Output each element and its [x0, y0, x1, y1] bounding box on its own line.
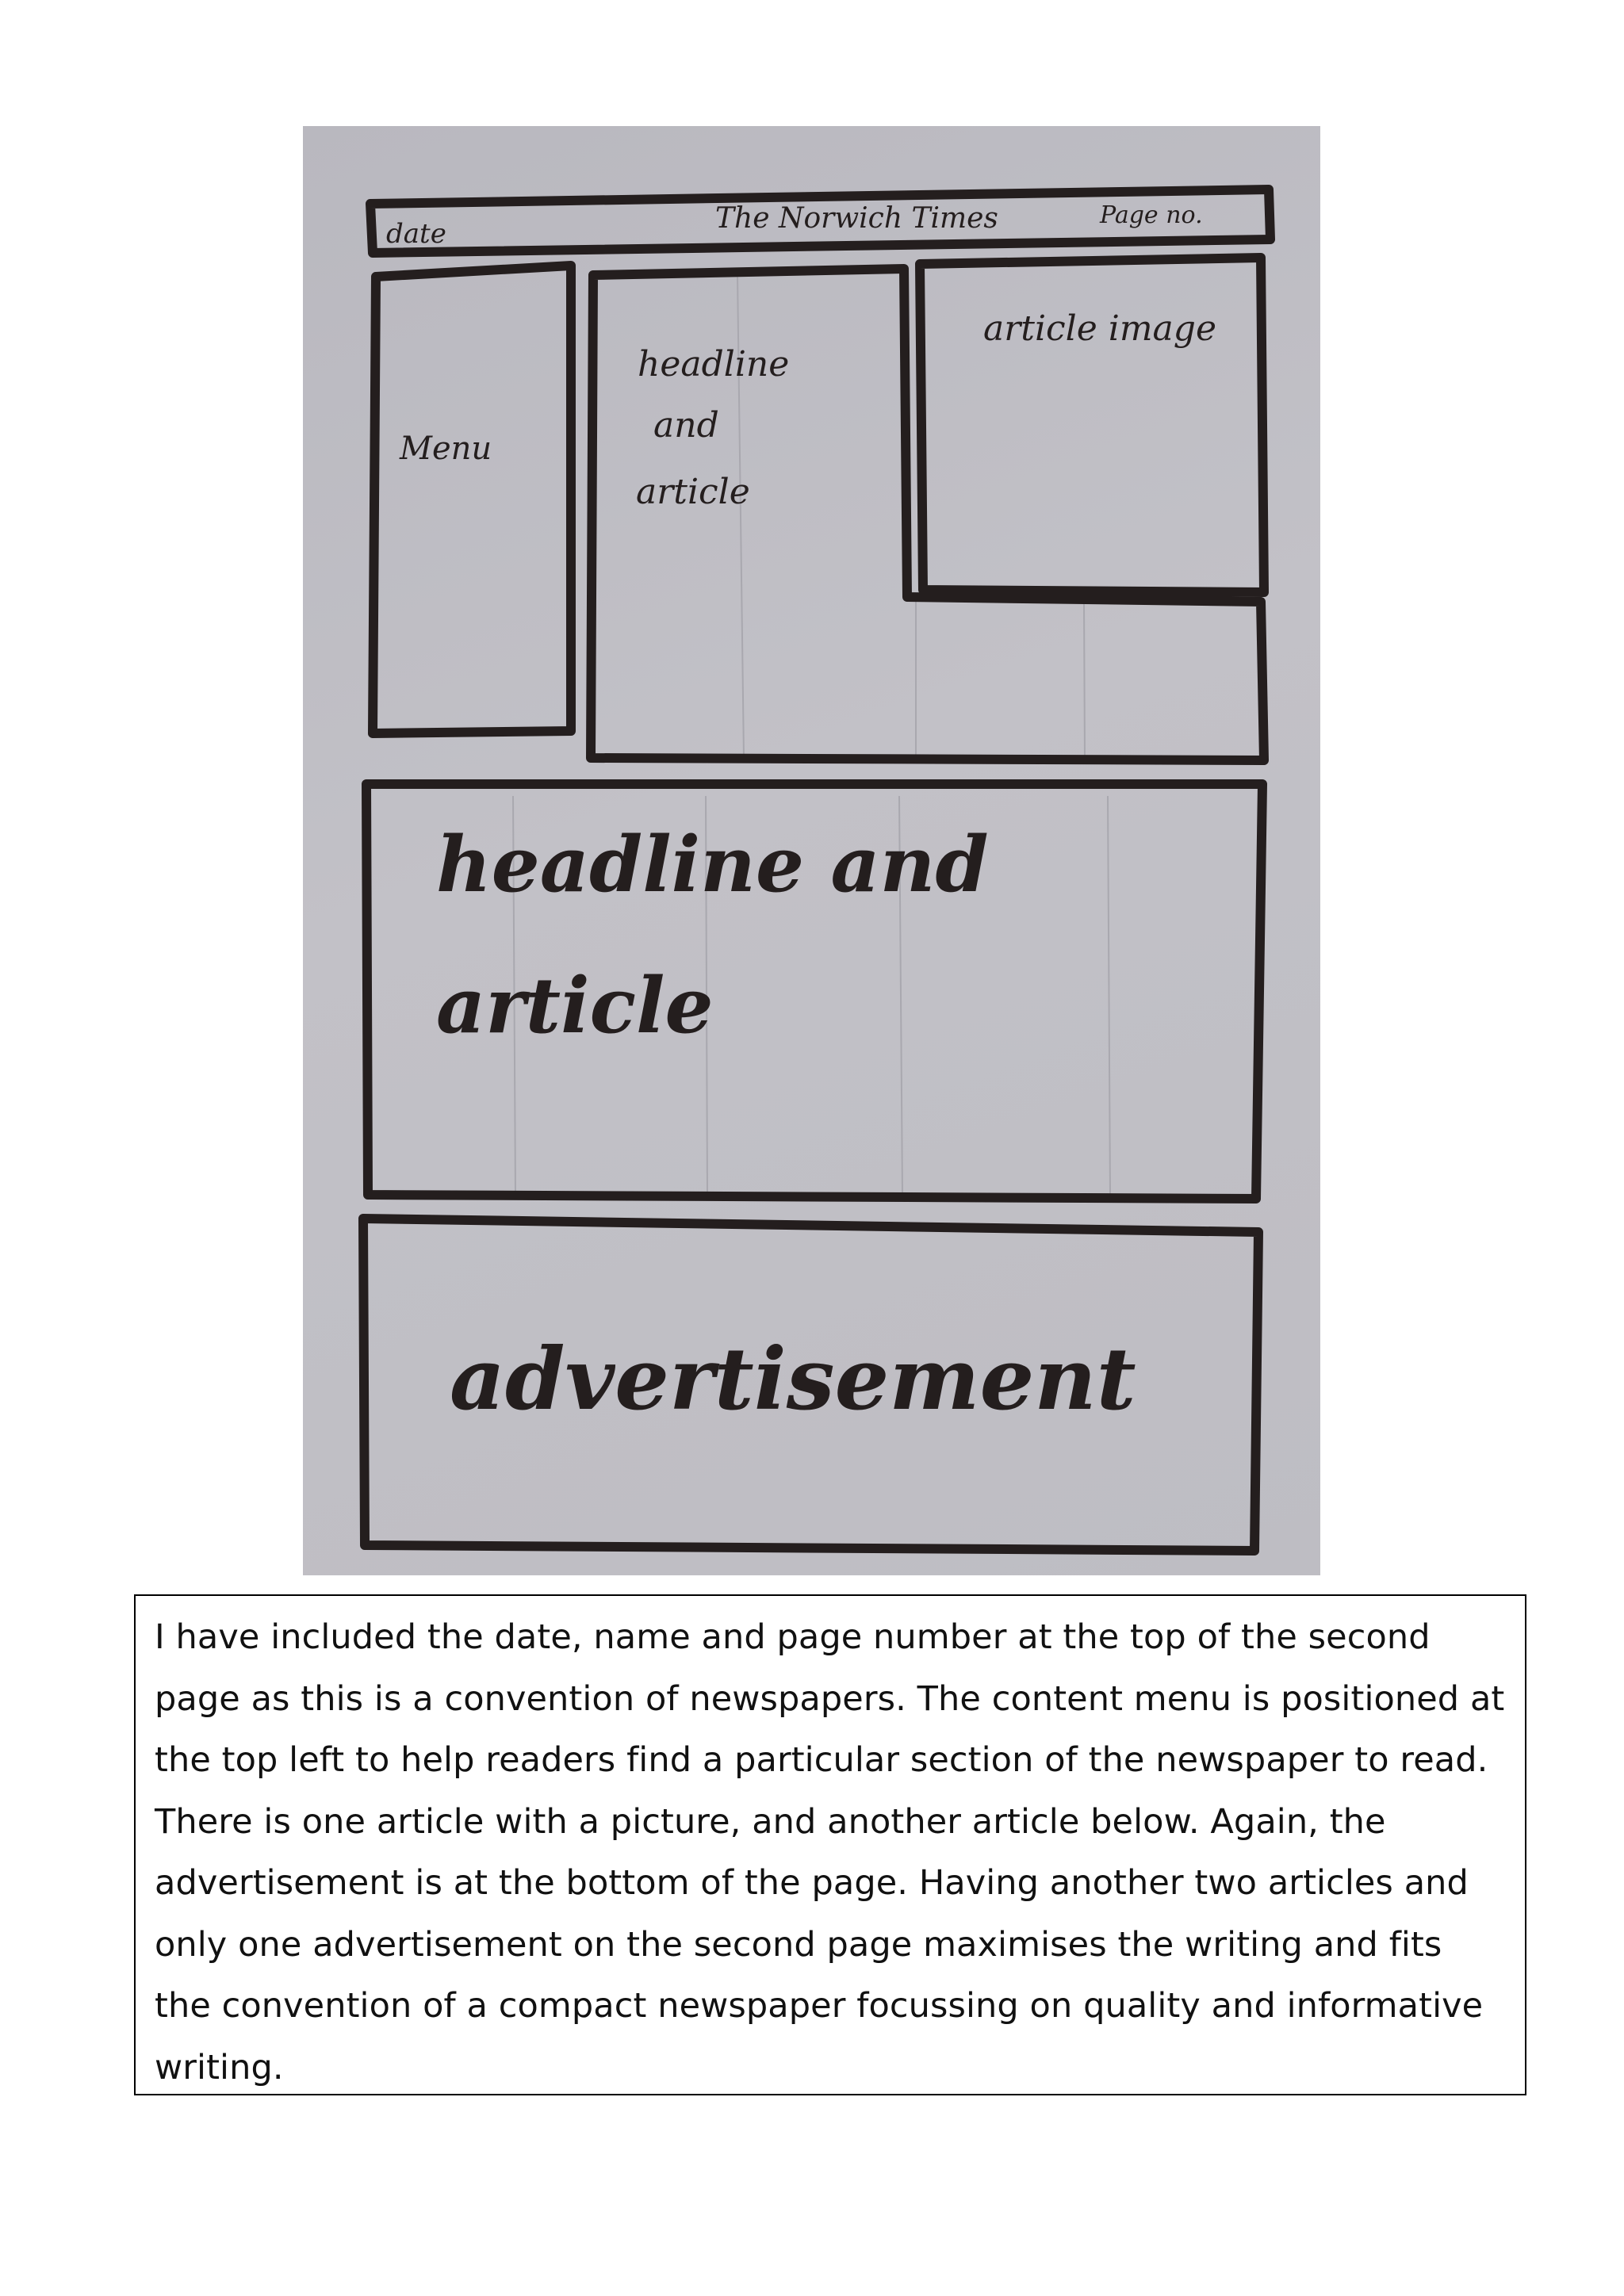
header-page-label: Page no.	[1100, 201, 1203, 229]
menu-box	[373, 266, 571, 733]
article-two-line-2: article	[436, 961, 714, 1050]
article-one-line-3: article	[636, 472, 750, 512]
caption-box	[134, 1594, 1526, 2095]
caption-text: I have included the date, name and page number at the top of the second page as this is a convention of newspapers. The content menu is positioned at the top left to help readers find a particular section of the newspaper to read. There is one article with a picture, and another article below. Again, the advertisement is at the bottom of the page. Having another two articles and only one advertisement on the second page maximises the writing and fits the convention of a compact newspaper focussing on quality and informative writing.	[155, 1617, 1505, 2087]
article-image-label: article image	[983, 308, 1216, 349]
menu-label: Menu	[400, 430, 492, 467]
pencil-guide-line	[1108, 796, 1110, 1195]
header-title-label: The Norwich Times	[715, 202, 998, 235]
article-one-line-1: headline	[638, 344, 790, 385]
advertisement-label: advertisement	[450, 1330, 1136, 1429]
newspaper-layout-sketch-photo	[303, 126, 1320, 1575]
article-two-line-1: headline and	[436, 820, 989, 909]
pencil-guide-line	[1084, 602, 1085, 758]
sketch-drawing	[303, 126, 1320, 1575]
article-one-line-2: and	[653, 405, 719, 446]
header-date-label: date	[386, 218, 446, 250]
